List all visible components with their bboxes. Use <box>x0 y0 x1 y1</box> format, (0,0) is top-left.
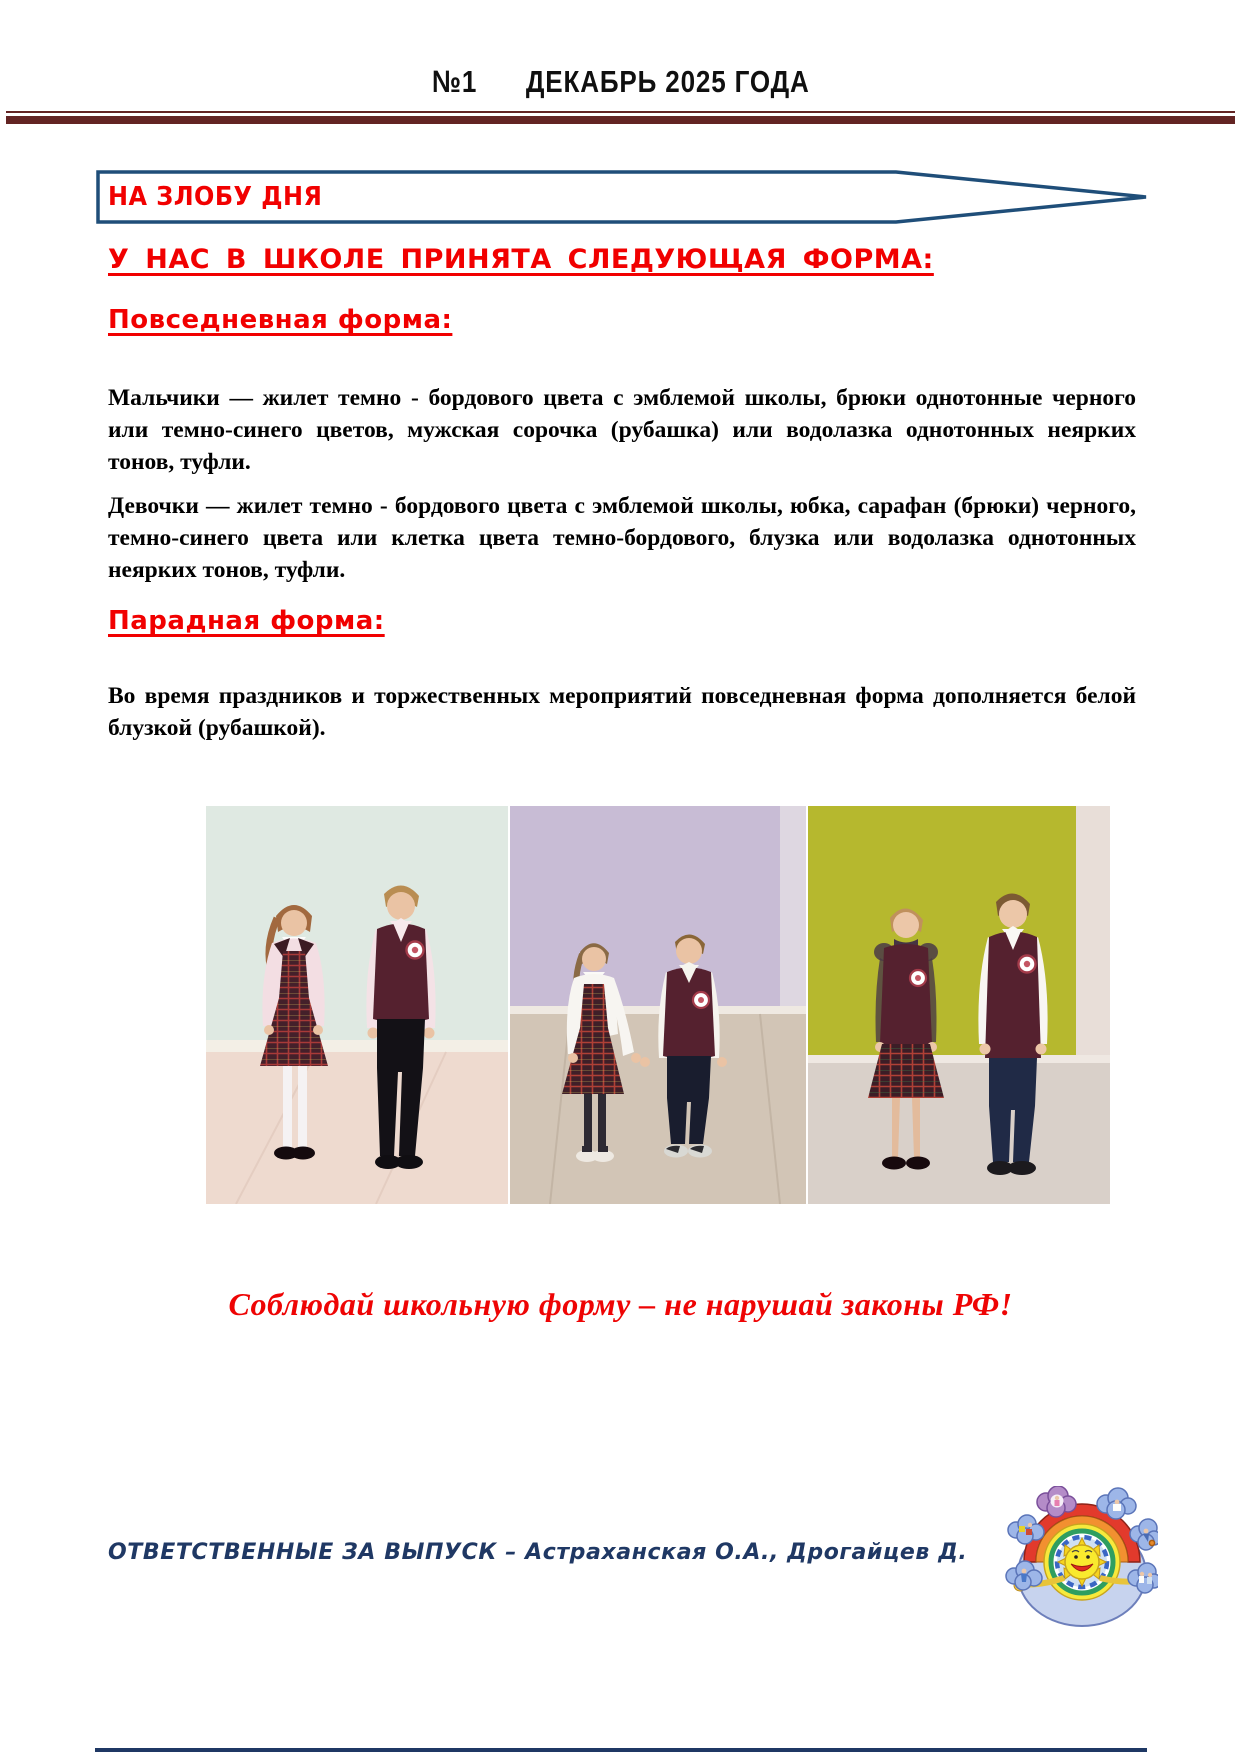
header-rule-thin <box>6 111 1235 113</box>
footer-rule <box>95 1748 1147 1752</box>
uniform-photo-strip <box>206 806 1110 1204</box>
school-sun-logo <box>1000 1486 1158 1632</box>
uniform-photo-3 <box>808 806 1110 1204</box>
credits-line: ОТВЕТСТВЕННЫЕ ЗА ВЫПУСК – Астраханская О.А., Дрогайцев Д. <box>108 1540 968 1565</box>
everyday-heading: Повседневная форма: <box>108 305 453 335</box>
article-headline: У НАС В ШКОЛЕ ПРИНЯТА СЛЕДУЮЩАЯ ФОРМА: <box>108 244 934 275</box>
formal-heading: Парадная форма: <box>108 606 385 636</box>
boys-uniform-paragraph: Мальчики — жилет темно - бордового цвета с эмблемой школы, брюки однотонные черного или темно-синего цветов, мужская сорочка (рубашка) или водолазка однотонных неярких тонов, туфли. <box>108 384 1136 476</box>
slogan: Соблюдай школьную форму – не нарушай законы РФ! <box>228 1286 1013 1322</box>
rubric-banner <box>96 170 1151 224</box>
issue-number: №1 <box>431 64 477 99</box>
formal-uniform-paragraph: Во время праздников и торжественных мероприятий повседневная форма дополняется белой блузкой (рубашкой). <box>108 682 1136 741</box>
uniform-photo-2 <box>510 806 806 1204</box>
girls-uniform-paragraph: Девочки — жилет темно - бордового цвета с эмблемой школы, юбка, сарафан (брюки) черного, темно-синего цвета или клетка цвета темно-бордового, блузка или водолазка однотонных неярких тонов, туфли. <box>108 492 1136 584</box>
issue-date: ДЕКАБРЬ 2025 ГОДА <box>525 64 810 99</box>
header-rule-thick <box>6 116 1235 124</box>
masthead <box>0 64 1241 100</box>
uniform-photo-1 <box>206 806 508 1204</box>
rubric-banner-label: НА ЗЛОБУ ДНЯ <box>108 182 323 212</box>
